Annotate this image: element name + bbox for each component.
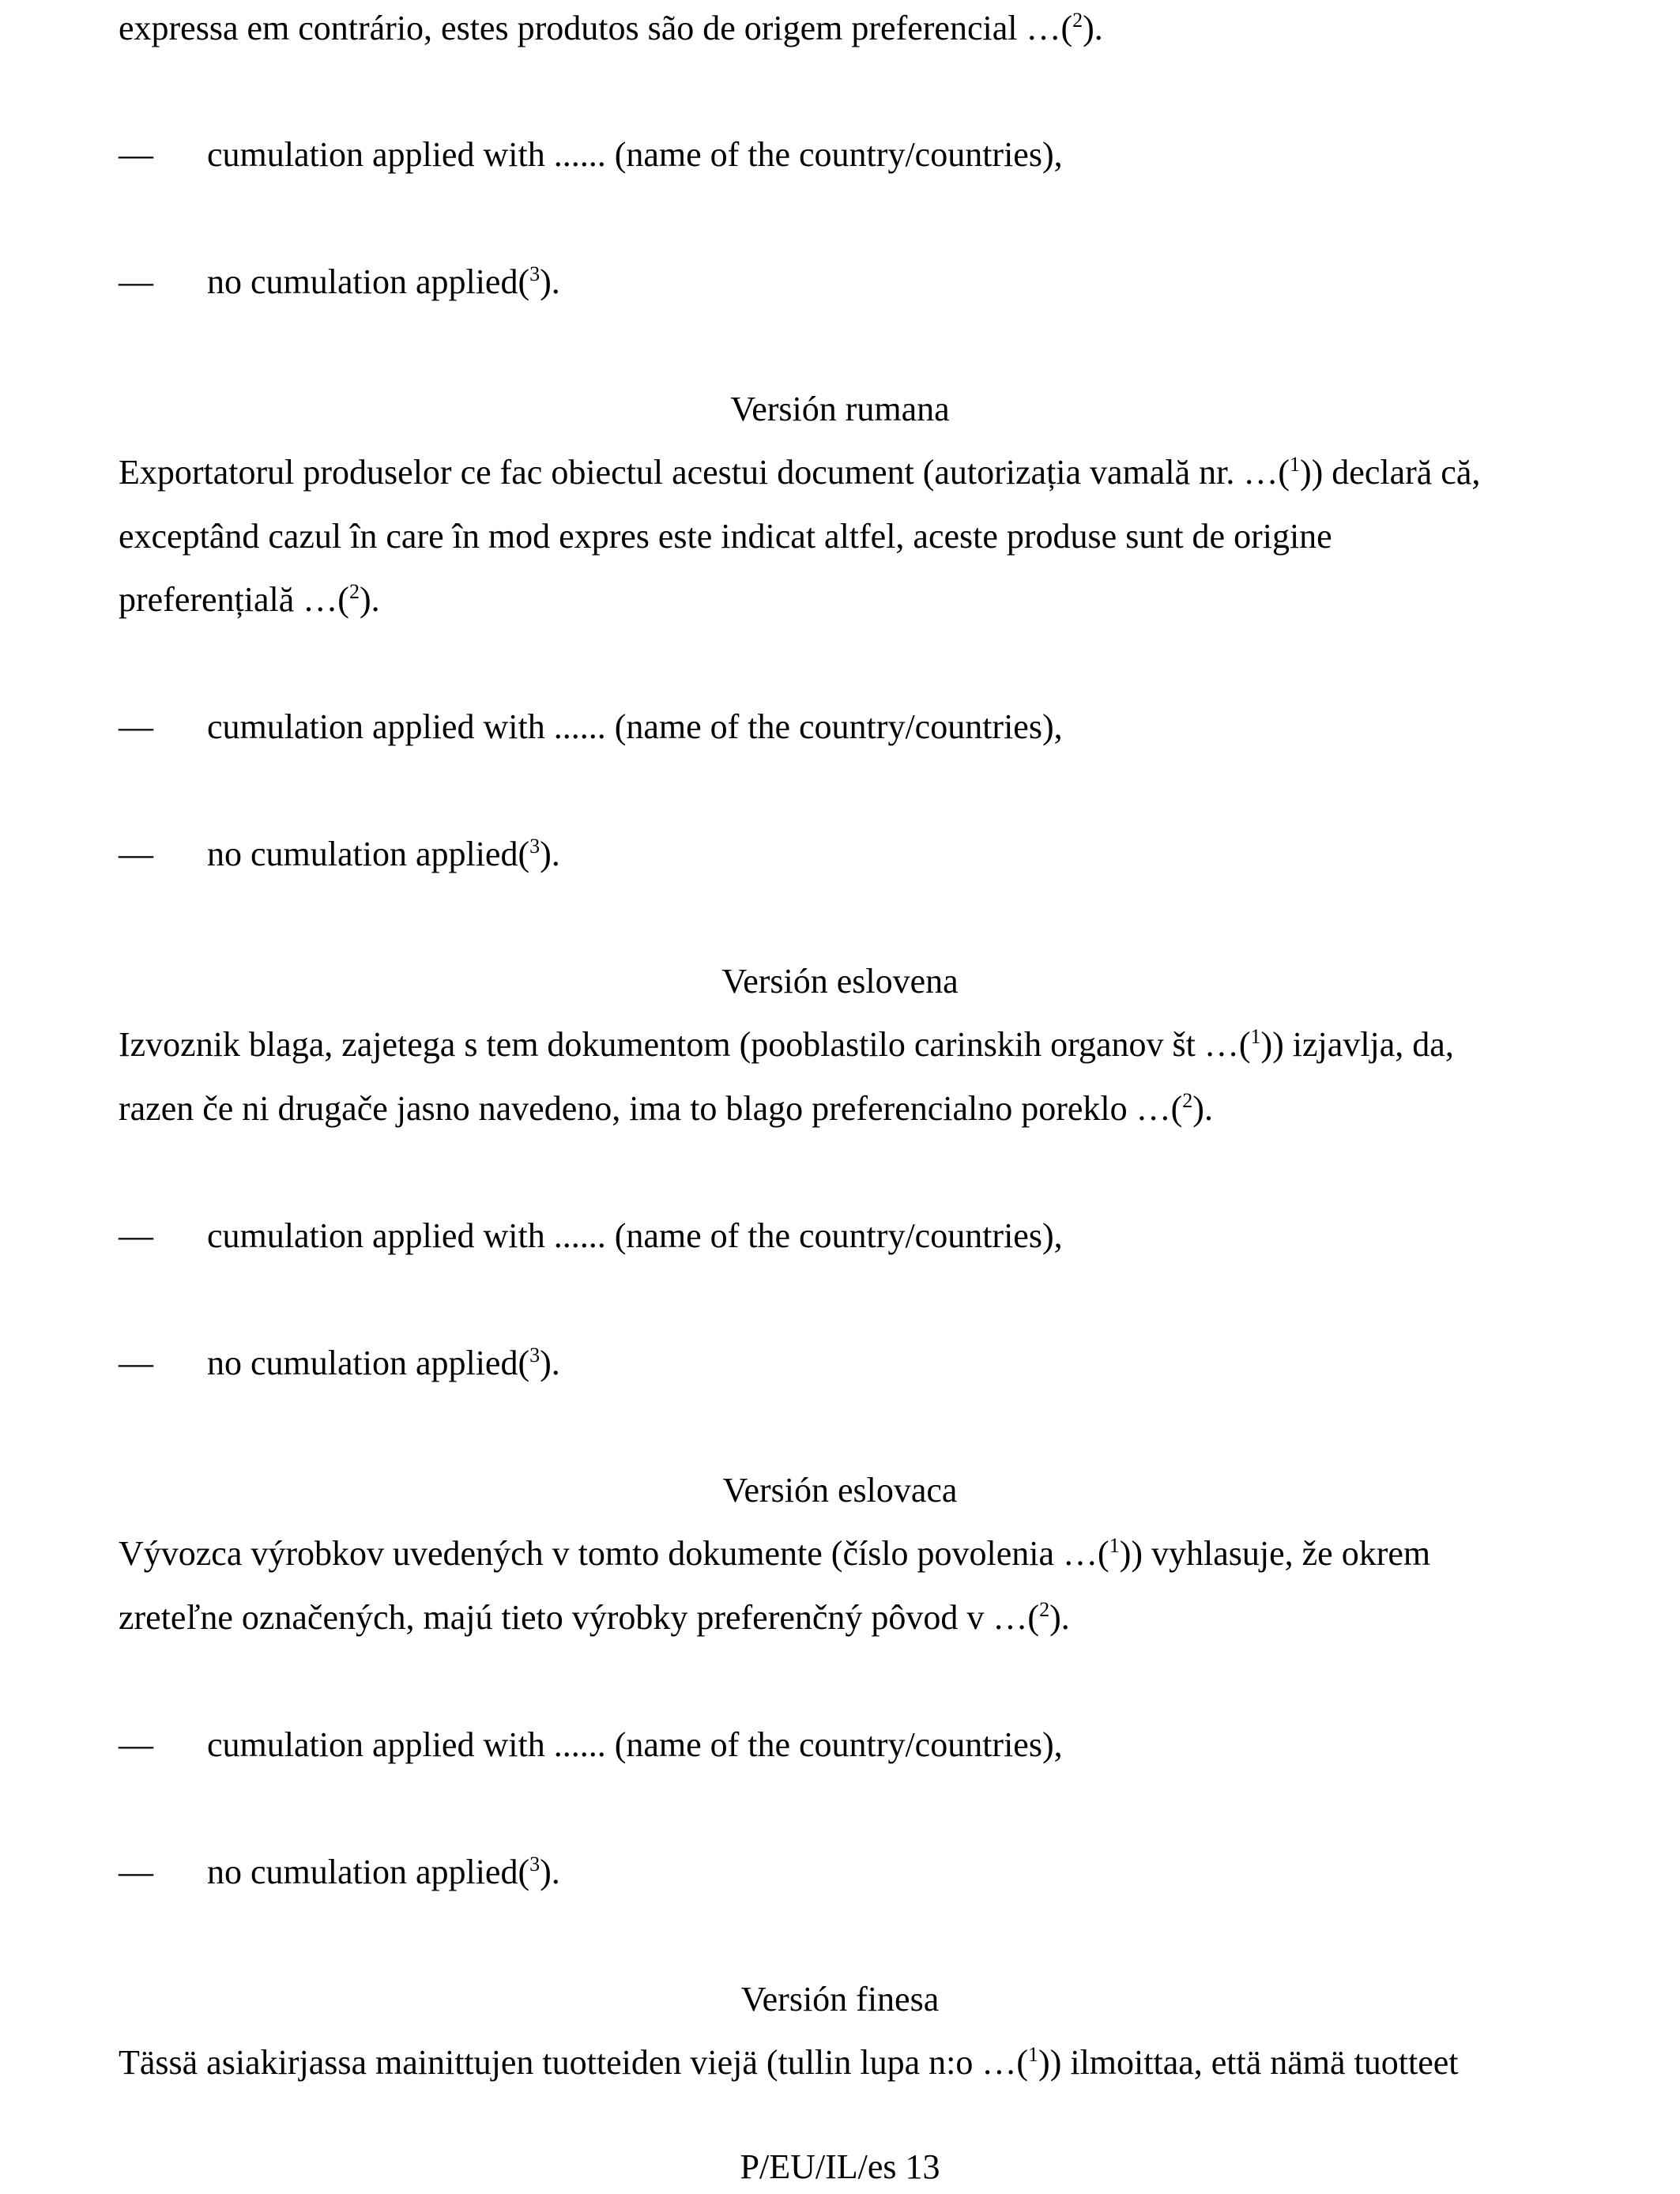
cumulation-with-item: cumulation applied with ...... (name of the country/countries), <box>207 707 1063 746</box>
footnote-ref: 1 <box>1250 1025 1261 1048</box>
section-heading-romanian: Versión rumana <box>730 390 950 428</box>
section-heading-slovenian: Versión eslovena <box>721 962 959 1001</box>
body-text-line: exceptând cazul în care în mod expres este indicat altfel, aceste produse sunt de origine <box>119 517 1332 556</box>
footnote-ref: 1 <box>1289 453 1300 476</box>
footnote-ref: 3 <box>529 835 541 858</box>
page-footer: P/EU/IL/es 13 <box>740 2147 940 2186</box>
body-text-line: zreteľne označených, majú tieto výrobky preferenčný pôvod v …($^2$). <box>119 1598 1070 1637</box>
body-text-line: preferențială …($^2$). <box>119 580 380 619</box>
dash-bullet: — <box>119 135 153 174</box>
no-cumulation-item: no cumulation applied($^3$). <box>207 262 560 301</box>
cumulation-with-item: cumulation applied with ...... (name of the country/countries), <box>207 1216 1063 1255</box>
dash-bullet: — <box>119 707 153 746</box>
section-heading-slovak: Versión eslovaca <box>722 1471 958 1510</box>
footnote-ref: 1 <box>1028 2043 1039 2066</box>
body-text-line: Vývozca výrobkov uvedených v tomto dokumente (číslo povolenia …($^1$)) vyhlasuje, že okrem <box>119 1534 1431 1573</box>
dash-bullet: — <box>119 1725 153 1764</box>
no-cumulation-item: no cumulation applied($^3$). <box>207 1853 560 1891</box>
body-text-line: Tässä asiakirjassa mainittujen tuotteiden viejä (tullin lupa n:o …($^1$)) ilmoittaa, että nämä tuotteet <box>119 2043 1459 2082</box>
footnote-ref: 2 <box>348 580 360 603</box>
footnote-ref: 3 <box>529 1344 541 1367</box>
cumulation-with-item: cumulation applied with ...... (name of the country/countries), <box>207 135 1063 174</box>
section-heading-finnish: Versión finesa <box>740 1980 940 2019</box>
footnote-ref: 2 <box>1072 9 1083 32</box>
cumulation-with-item: cumulation applied with ...... (name of the country/countries), <box>207 1725 1063 1764</box>
dash-bullet: — <box>119 1344 153 1382</box>
no-cumulation-item: no cumulation applied($^3$). <box>207 1344 560 1382</box>
footnote-ref: 2 <box>1182 1089 1193 1112</box>
dash-bullet: — <box>119 262 153 301</box>
dash-bullet: — <box>119 1216 153 1255</box>
dash-bullet: — <box>119 1853 153 1891</box>
body-text-line: Exportatorul produselor ce fac obiectul acestui document (autorizația vamală nr. …($^1$)) declară că, <box>119 453 1481 492</box>
footnote-ref: 3 <box>529 1853 541 1875</box>
body-text-line: expressa em contrário, estes produtos são de origem preferencial …($^2$). <box>119 9 1103 47</box>
no-cumulation-item: no cumulation applied($^3$). <box>207 835 560 873</box>
body-text-line: Izvoznik blaga, zajetega s tem dokumentom (pooblastilo carinskih organov št …($^1$)) izjavlja, da, <box>119 1025 1454 1064</box>
footnote-ref: 2 <box>1039 1598 1050 1621</box>
body-text-line: razen če ni drugače jasno navedeno, ima to blago preferencialno poreklo …($^2$). <box>119 1089 1213 1128</box>
footnote-ref: 1 <box>1109 1534 1120 1557</box>
dash-bullet: — <box>119 835 153 873</box>
footnote-ref: 3 <box>529 262 541 285</box>
